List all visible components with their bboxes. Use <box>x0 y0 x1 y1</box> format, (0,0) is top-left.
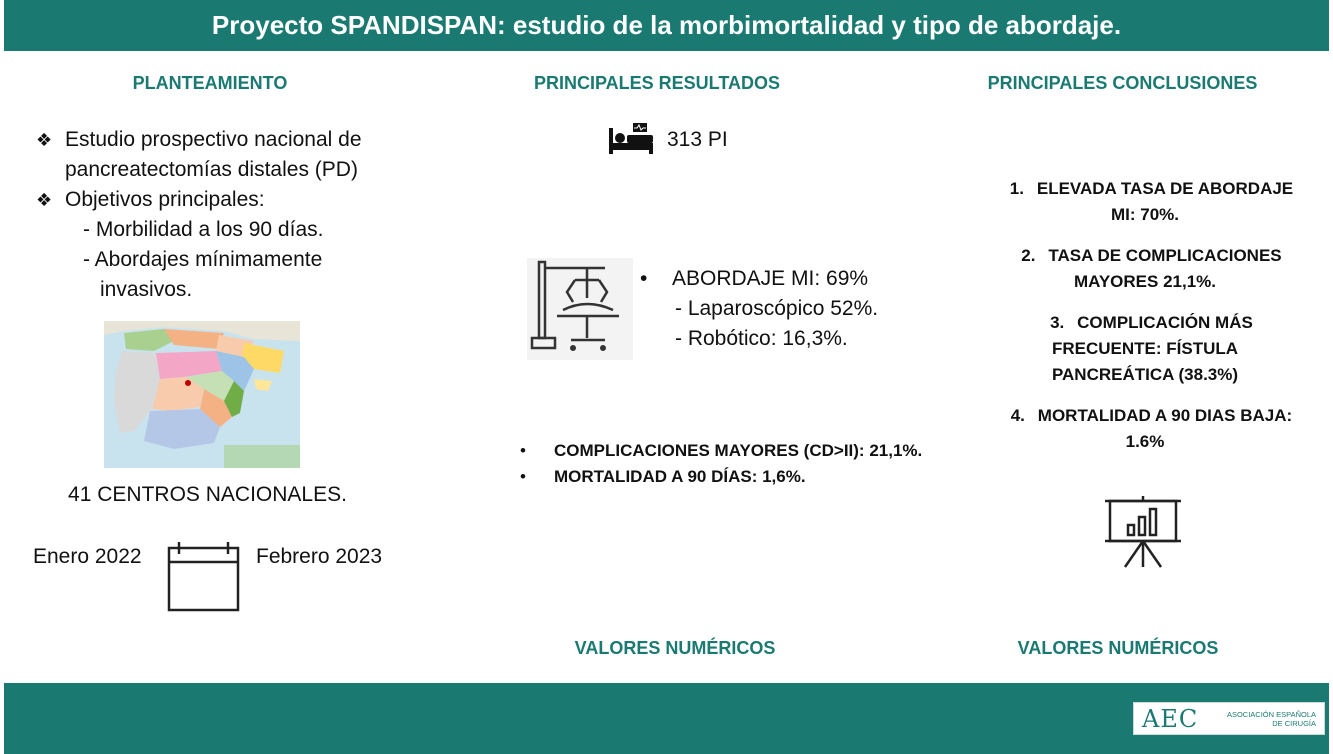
planteamiento-list <box>36 125 436 305</box>
spain-map <box>104 321 300 468</box>
valores-numericos-right: VALORES NUMÉRICOS <box>1017 638 1219 658</box>
sub-item: - Robótico: 16,3%. <box>675 327 848 350</box>
patients-count: 313 PI <box>667 128 728 151</box>
sub-item: - Abordajes mínimamente <box>83 248 323 271</box>
logo-text: ASOCIACIÓN ESPAÑOLA DE CIRUGÍA <box>1226 709 1316 728</box>
sub-item: - Laparoscópico 52%. <box>675 297 879 320</box>
aec-logo <box>1133 702 1325 735</box>
bullet-icon: • <box>640 267 648 290</box>
valores-numericos-mid: VALORES NUMÉRICOS <box>574 638 776 658</box>
list-item: • MORTALIDAD A 90 DÍAS: 1,6%. <box>520 464 922 490</box>
date-end: Febrero 2023 <box>256 545 383 568</box>
conclusiones-heading: PRINCIPALES CONCLUSIONES <box>987 73 1258 93</box>
complicaciones-list <box>520 438 922 490</box>
page-title: Proyecto SPANDISPAN: estudio de la morbimortalidad y tipo de abordaje. <box>4 0 1329 51</box>
list-item: ❖ Objetivos principales: <box>36 185 436 215</box>
list-item: ❖ Estudio prospectivo nacional de <box>36 125 436 155</box>
conclusion-item: 2. TASA DE COMPLICACIONES MAYORES 21,1%. <box>1021 246 1282 291</box>
conclusiones-list <box>975 176 1315 470</box>
abordaje-list <box>640 264 878 354</box>
surgical-robot-icon <box>527 258 633 360</box>
logo-mark: AEC <box>1142 704 1199 733</box>
footer-bar <box>4 683 1329 754</box>
presentation-chart-icon <box>1103 495 1183 570</box>
bullet-icon: • <box>520 467 526 486</box>
conclusion-item: 3. COMPLICACIÓN MÁS FRECUENTE: FÍSTULA PANCREÁTICA (38.3%) <box>1050 313 1253 384</box>
sub-item: - Morbilidad a los 90 días. <box>83 218 324 241</box>
conclusion-item: 4. MORTALIDAD A 90 DIAS BAJA: 1.6% <box>1010 406 1293 451</box>
hospital-bed-icon <box>607 122 655 156</box>
list-item-cont: pancreatectomías distales (PD) <box>65 158 358 181</box>
planteamiento-heading: PLANTEAMIENTO <box>132 73 288 93</box>
date-start: Enero 2022 <box>33 545 142 568</box>
centros-label: 41 CENTROS NACIONALES. <box>68 483 347 506</box>
bullet-icon: • <box>520 441 526 460</box>
diamond-bullet-icon: ❖ <box>36 130 53 150</box>
diamond-bullet-icon: ❖ <box>36 190 53 210</box>
conclusion-item: 1. ELEVADA TASA DE ABORDAJE MI: 70%. <box>1009 179 1294 224</box>
sub-item-cont: invasivos. <box>100 278 193 301</box>
list-item: • ABORDAJE MI: 69% <box>640 264 878 294</box>
calendar-icon <box>167 540 240 613</box>
list-item: • COMPLICACIONES MAYORES (CD>II): 21,1%. <box>520 438 922 464</box>
resultados-heading: PRINCIPALES RESULTADOS <box>533 73 780 93</box>
